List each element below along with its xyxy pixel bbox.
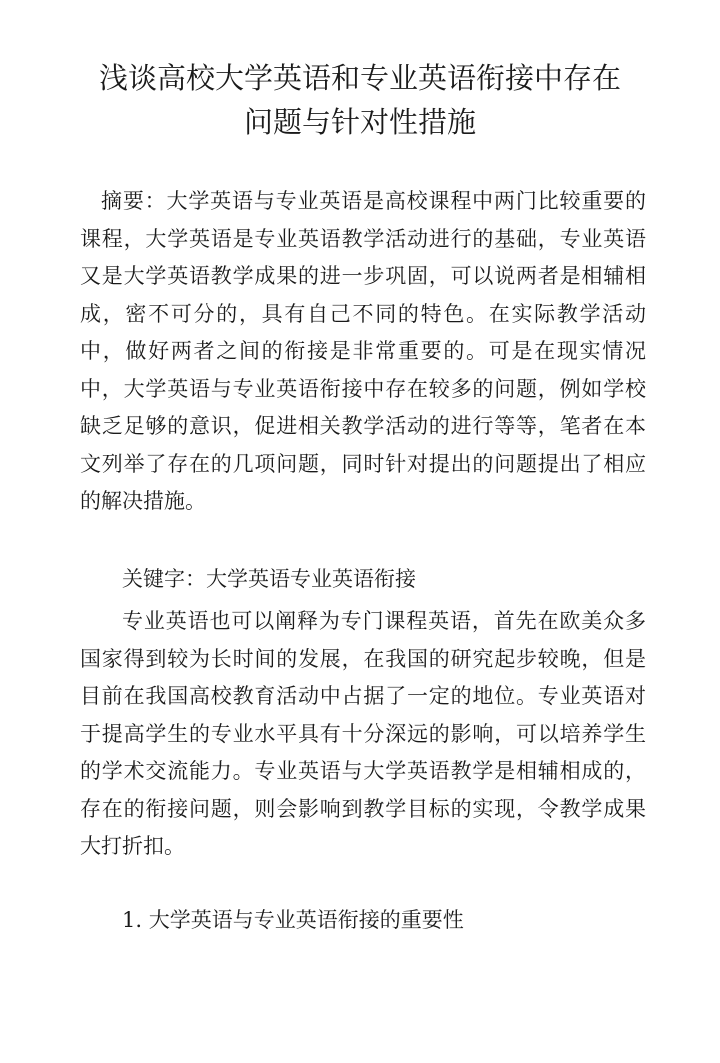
intro-paragraph: 专业英语也可以阐释为专门课程英语，首先在欧美众多国家得到较为长时间的发展，在我国的研究起步较晚，但是目前在我国高校教育活动中占据了一定的地位。专业英语对于提高学生的专业水平具有十分深远的影响，可以培养学生的学术交流能力。专业英语与大学英语教学是相辅相成的，存在的衔接问题，则会影响到教学目标的实现，令教学成果大打折扣。 <box>80 609 646 858</box>
section-number: 1. <box>122 908 143 932</box>
paper-title-line-2: 问题与针对性措施 <box>243 105 476 139</box>
abstract-text: 大学英语与专业英语是高校课程中两门比较重要的课程，大学英语是专业英语教学活动进行的基础，专业英语又是大学英语教学成果的进一步巩固，可以说两者是相辅相成，密不可分的，具有自己不同的特色。在实际教学活动中，做好两者之间的衔接是非常重要的。可是在现实情况中，大学英语与专业英语衔接中存在较多的问题，例如学校缺乏足够的意识，促进相关教学活动的进行等等，笔者在本文列举了存在的几项问题，同时针对提出的问题提出了相应的解决措施。 <box>80 189 646 513</box>
paper-title-line-1: 浅谈高校大学英语和专业英语衔接中存在 <box>98 61 621 95</box>
abstract-label: 摘要： <box>101 189 167 213</box>
keywords-label: 关键字： <box>122 567 206 591</box>
section-heading-1 <box>122 902 464 940</box>
keywords-text: 大学英语专业英语衔接 <box>206 567 416 591</box>
keywords-line <box>122 561 416 599</box>
paper-title <box>60 56 660 144</box>
abstract-paragraph <box>80 183 646 521</box>
section-title: 大学英语与专业英语衔接的重要性 <box>148 908 464 932</box>
